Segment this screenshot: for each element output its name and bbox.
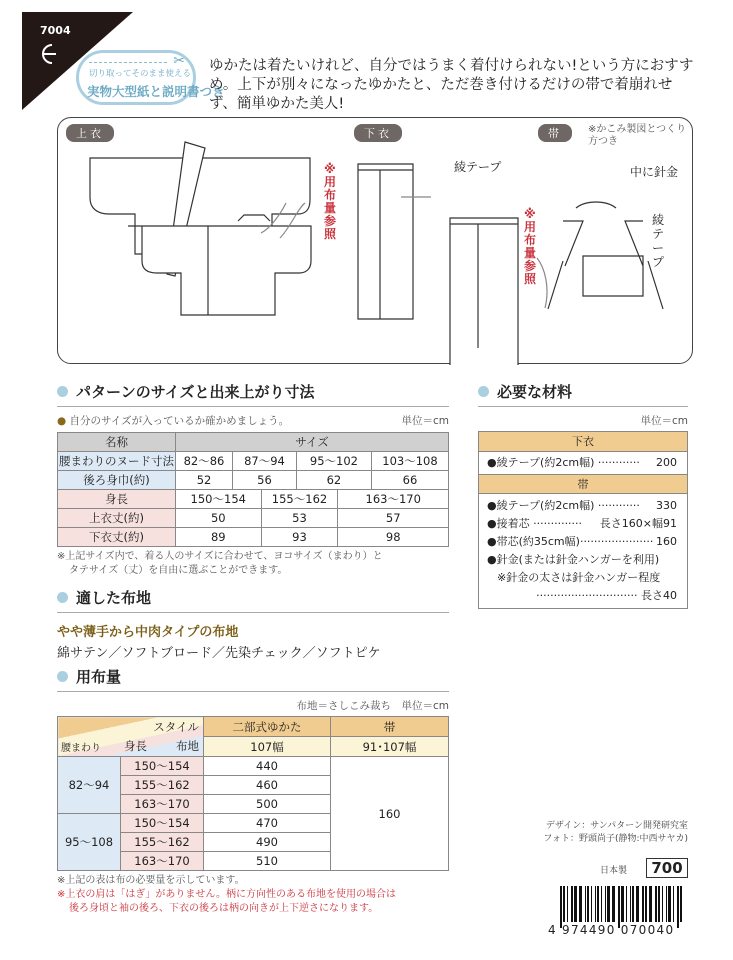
- wire-label: 中に針金: [630, 165, 679, 179]
- obi-note: ※かこみ製図とつくり方つき: [588, 124, 687, 147]
- barcode-number: 4 974490 070040: [548, 923, 675, 937]
- barcode-bar: [605, 886, 606, 922]
- materials-list: 下衣 ●綾テープ(約2cm幅) ············ 200 帯 ●綾テープ(約2cm幅) ············ 330 ●接着芯 ·············· 長さ160×幅91 ●帯芯(約35cm幅)····················· 160 ●針金(または針金ハンガーを利用) ※針金の太さは針金ハンガー程度 ····························· 長さ40: [478, 431, 688, 609]
- tag-top: 上衣: [66, 124, 114, 142]
- fabric-ref-note: ※用布量参照: [524, 207, 537, 286]
- illustration-box: [57, 117, 693, 364]
- intro-text: ゆかたは着たいけれど、自分ではうまく着付けられない!という方におすすめ。上下が別々になったゆかたと、ただ巻き付けるだけの帯で着崩れせず、簡単ゆかた美人!: [209, 58, 694, 112]
- yardage-warning: 後ろ身頃と袖の後ろ、下衣の後ろは柄の向きが上下逆さになります。: [69, 903, 379, 914]
- barcode-bar: [612, 886, 615, 922]
- yardage-note: ※上記の表は布の必要量を示しています。: [57, 875, 245, 886]
- barcode-bar: [601, 886, 602, 922]
- fabric-heading: 適した布地: [57, 587, 449, 613]
- sizes-heading: パターンのサイズと出来上がり寸法: [57, 381, 449, 407]
- pattern-badge: [76, 50, 225, 105]
- yardage-warning: ※上衣の肩は「はぎ」がありません。柄に方向性のある布地を使用の場合は: [57, 889, 396, 900]
- fabric-type: やや薄手から中肉タイプの布地: [57, 625, 239, 640]
- barcode-bar: [680, 886, 682, 922]
- barcode-bar: [636, 886, 639, 922]
- barcode-bar: [560, 886, 562, 928]
- unit-label: 布地＝さしこみ裁ち 単位＝cm: [296, 700, 449, 712]
- size-check-note: 自分のサイズが入っているか確かめましょう。: [69, 415, 290, 427]
- barcode-bar: [618, 886, 620, 928]
- unit-label: 単位＝cm: [640, 415, 688, 427]
- tape-label: 綾テープ: [652, 213, 665, 269]
- price: 700: [646, 858, 688, 878]
- barcode-bar: [649, 886, 652, 922]
- made-in: 日本製: [600, 866, 628, 876]
- tag-obi: 帯: [538, 124, 572, 142]
- garment-drawings: [58, 118, 694, 365]
- barcode-bar: [597, 886, 599, 922]
- yardage-heading: 用布量: [57, 666, 449, 692]
- fabric-ref-note: ※用布量参照: [324, 162, 337, 241]
- fabric-list: 綿サテン／ソフトブロード／先染チェック／ソフトピケ: [57, 646, 381, 661]
- barcode-bar: [662, 886, 663, 922]
- barcode-bar: [630, 886, 631, 922]
- badge-title: 実物大型紙と説明書つき: [87, 84, 225, 99]
- barcode-bar: [579, 886, 582, 922]
- tag-bottom: 下衣: [354, 124, 402, 142]
- barcode-bar: [666, 886, 667, 922]
- barcode-bar: [567, 886, 568, 922]
- barcode-bar: [626, 886, 627, 922]
- barcode-bar: [571, 886, 573, 922]
- materials-heading: 必要な材料: [478, 381, 688, 407]
- barcode-bar: [607, 886, 610, 922]
- size-note: タテサイズ（丈）を自由に選ぶことができます。: [69, 565, 288, 576]
- size-table: 名称 サイズ 腰まわりのヌード寸法 82〜86 87〜94 95〜102 103〜108 後ろ身巾(約) 52 56 62 66 身長 150〜154 155〜162 163〜170 上衣丈(約) 50 53 57 下衣丈(約) 89 93 98: [57, 432, 449, 547]
- barcode-bar: [574, 886, 577, 922]
- barcode-bar: [658, 886, 660, 922]
- unit-label: 単位＝cm: [401, 415, 449, 427]
- barcode-bar: [595, 886, 596, 922]
- pattern-code: 7004: [40, 24, 71, 37]
- barcode-bar: [563, 886, 565, 922]
- barcode-bar: [642, 886, 644, 922]
- barcode-bar: [587, 886, 589, 922]
- barcode-bar: [655, 886, 657, 922]
- barcode-bar: [591, 886, 592, 922]
- barcode-bar: [632, 886, 634, 922]
- photo-credit: フォト：野頭尚子(静物:中西サヤカ): [543, 834, 688, 844]
- design-credit: デザイン：サンパターン開発研究室: [545, 821, 688, 831]
- barcode-bar: [668, 886, 671, 922]
- barcode-bar: [673, 886, 674, 922]
- badge-subtitle: 切り取ってそのまま使える: [89, 69, 192, 79]
- barcode-bar: [585, 886, 586, 922]
- tape-label: 綾テープ: [454, 160, 502, 174]
- barcode-bar: [645, 886, 647, 922]
- barcode-bar: [677, 886, 679, 928]
- barcode: [558, 886, 688, 928]
- scissors-icon: ✂: [173, 53, 185, 69]
- size-note: ※上記サイズ内で、着る人のサイズに合わせて、ヨコサイズ（まわり）と: [57, 551, 383, 562]
- barcode-bar: [621, 886, 624, 922]
- yardage-table: スタイル 布地 腰まわり 身長 二部式ゆかた 帯 107幅 91･107幅 82〜94 150〜154 440 160 155〜162 460 163〜170 500 95〜108 150〜154 470 155〜162 490 163〜170 510: [57, 716, 449, 871]
